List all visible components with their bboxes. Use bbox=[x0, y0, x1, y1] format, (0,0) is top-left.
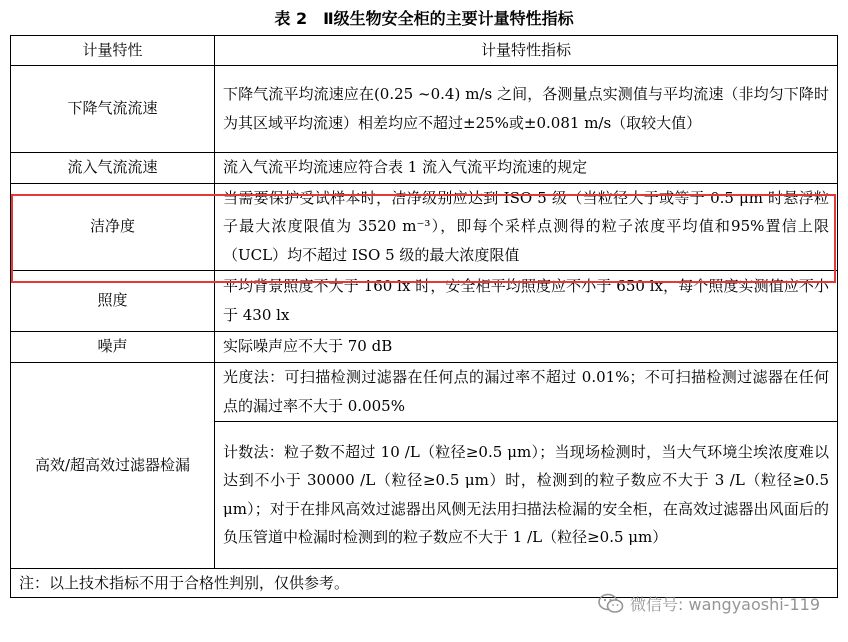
watermark-text: 微信号: wangyaoshi-119 bbox=[630, 595, 820, 614]
row-name: 洁净度 bbox=[11, 183, 215, 270]
table-header-row bbox=[11, 36, 838, 66]
table-row bbox=[11, 362, 838, 421]
metrology-spec-table bbox=[10, 35, 838, 598]
row-value: 下降气流平均流速应在(0.25 ~0.4) m/s 之间，各测量点实测值与平均流速（非均匀下降时为其区域平均流速）相差均应不超过±25%或±0.081 m/s（取较大值） bbox=[215, 65, 838, 152]
row-name: 高效/超高效过滤器检漏 bbox=[11, 362, 215, 568]
wechat-icon bbox=[598, 593, 624, 615]
row-name: 流入气流流速 bbox=[11, 152, 215, 183]
table-row bbox=[11, 65, 838, 152]
row-value: 光度法：可扫描检测过滤器在任何点的漏过率不超过 0.01%；不可扫描检测过滤器在任何点的漏过率不大于 0.005% bbox=[215, 362, 838, 421]
row-name: 下降气流流速 bbox=[11, 65, 215, 152]
row-value: 平均背景照度不大于 160 lx 时，安全柜平均照度应不小于 650 lx，每个照度实测值应不小于 430 lx bbox=[215, 270, 838, 331]
row-value: 计数法：粒子数不超过 10 /L（粒径≥0.5 μm）；当现场检测时，当大气环境尘埃浓度难以达到不小于 30000 /L（粒径≥0.5 μm）时，检测到的粒子数应不大于 3 /L（粒径≥0.5 μm）；对于在排风高效过滤器出风侧无法用扫描法检漏的安全柜，在高效过滤器出风面后的负压管道中检漏时检测到的粒子数应不大于 1 /L（粒径≥0.5 μm） bbox=[215, 421, 838, 568]
header-characteristic: 计量特性 bbox=[11, 36, 215, 66]
row-name: 照度 bbox=[11, 270, 215, 331]
watermark bbox=[598, 592, 820, 615]
table-note: 注：以上技术指标不用于合格性判别，仅供参考。 bbox=[11, 568, 838, 597]
row-value: 当需要保护受试样本时，洁净级别应达到 ISO 5 级（当粒径大于或等于 0.5 μm 时悬浮粒子最大浓度限值为 3520 m⁻³），即每个采样点测得的粒子浓度平均值和95%置信上限（UCL）均不超过 ISO 5 级的最大浓度限值 bbox=[215, 183, 838, 270]
table-row bbox=[11, 331, 838, 362]
row-value: 实际噪声应不大于 70 dB bbox=[215, 331, 838, 362]
row-name: 噪声 bbox=[11, 331, 215, 362]
table-row bbox=[11, 270, 838, 331]
table-row bbox=[11, 183, 838, 270]
header-indicator: 计量特性指标 bbox=[215, 36, 838, 66]
row-value: 流入气流平均流速应符合表 1 流入气流平均流速的规定 bbox=[215, 152, 838, 183]
table-row bbox=[11, 152, 838, 183]
table-title: 表 2 Ⅱ级生物安全柜的主要计量特性指标 bbox=[274, 9, 574, 28]
